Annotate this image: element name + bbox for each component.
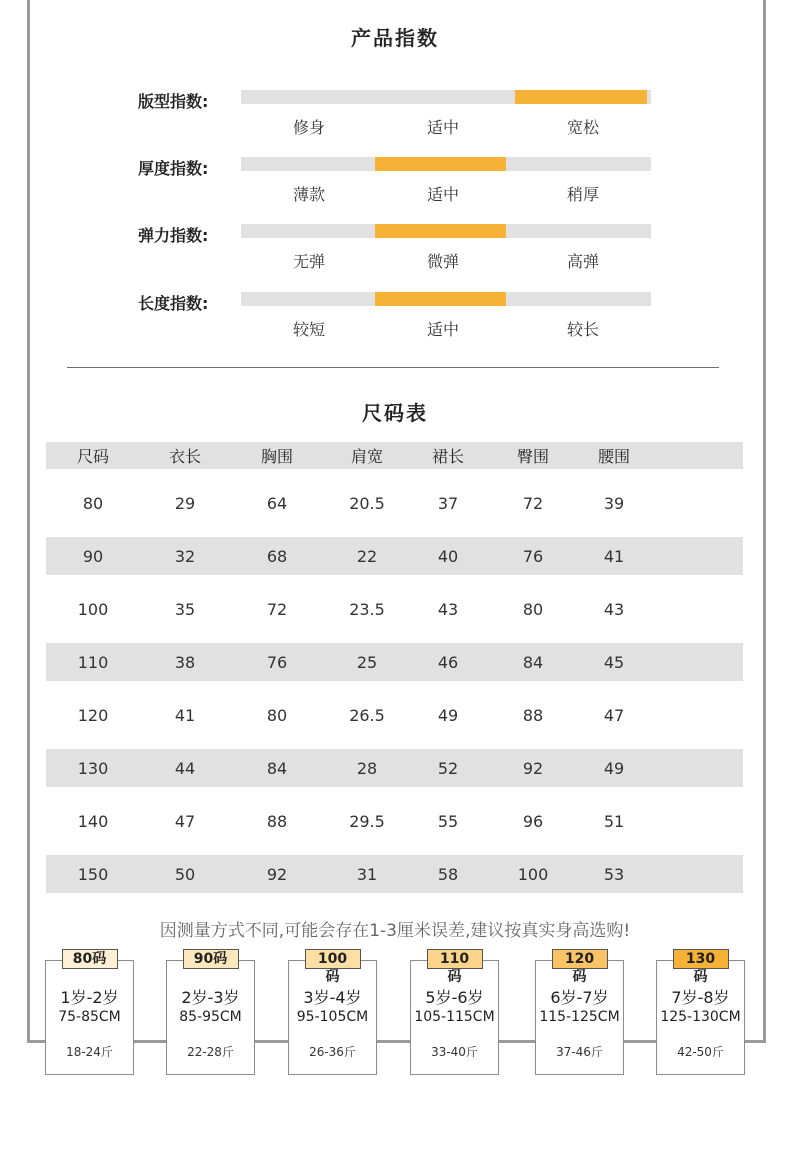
table-header-cell: 裙长	[431, 447, 464, 466]
table-cell: 52	[437, 758, 459, 778]
table-cell: 80	[266, 705, 288, 725]
table-cell: 47	[603, 705, 625, 725]
index-label: 厚度指数:	[138, 159, 209, 178]
size-card-weight: 26-36斤	[309, 1045, 356, 1059]
index-bar-track	[241, 157, 651, 171]
table-cell: 31	[356, 864, 378, 884]
section-divider	[67, 367, 719, 368]
table-cell: 88	[266, 811, 288, 831]
table-cell: 43	[603, 599, 625, 619]
index-option: 薄款	[292, 185, 325, 204]
index-label: 版型指数:	[138, 92, 209, 111]
table-cell: 55	[437, 811, 459, 831]
table-cell: 96	[522, 811, 544, 831]
measurement-note: 因测量方式不同,可能会存在1-3厘米误差,建议按真实身高选购!	[159, 921, 631, 941]
size-card	[410, 951, 499, 1075]
table-cell: 41	[603, 546, 625, 566]
table-cell: 92	[522, 758, 544, 778]
table-row	[46, 855, 743, 893]
size-card	[656, 951, 745, 1075]
table-cell: 44	[174, 758, 196, 778]
table-cell: 49	[437, 705, 459, 725]
table-cell: 64	[266, 493, 288, 513]
size-card-height: 115-125CM	[539, 1009, 620, 1025]
table-cell: 22	[356, 546, 378, 566]
size-card-weight: 18-24斤	[66, 1045, 113, 1059]
index-bar-selected	[375, 224, 506, 238]
size-card-height: 125-130CM	[660, 1009, 741, 1025]
table-row	[46, 681, 743, 749]
size-card-age: 6岁-7岁	[550, 988, 609, 1007]
table-cell: 43	[437, 599, 459, 619]
size-card-height: 75-85CM	[58, 1009, 121, 1025]
table-cell: 37	[437, 493, 459, 513]
table-header-cell: 衣长	[168, 447, 201, 466]
index-option: 无弹	[292, 252, 325, 271]
table-cell: 84	[266, 758, 288, 778]
index-bar-selected	[375, 292, 506, 306]
size-card-age: 1岁-2岁	[60, 988, 119, 1007]
size-card-weight: 42-50斤	[677, 1045, 724, 1059]
table-cell: 72	[522, 493, 544, 513]
table-cell: 90	[82, 546, 104, 566]
index-option: 较长	[566, 320, 599, 339]
index-option: 适中	[426, 320, 459, 339]
table-row	[46, 575, 743, 643]
index-option: 较短	[292, 320, 325, 339]
index-option: 适中	[426, 118, 459, 137]
table-header-cell: 肩宽	[350, 447, 383, 466]
table-row	[46, 643, 743, 681]
table-cell: 35	[174, 599, 196, 619]
table-cell: 23.5	[349, 599, 385, 619]
size-card	[166, 951, 255, 1075]
size-card-height: 85-95CM	[179, 1009, 242, 1025]
table-cell: 80	[82, 493, 104, 513]
table-cell: 29	[174, 493, 196, 513]
table-header-cell: 腰围	[597, 447, 630, 466]
table-cell: 45	[603, 652, 625, 672]
table-cell: 51	[603, 811, 625, 831]
table-cell: 20.5	[349, 493, 385, 513]
table-cell: 68	[266, 546, 288, 566]
table-cell: 50	[174, 864, 196, 884]
table-cell: 100	[77, 599, 109, 619]
size-card-weight: 22-28斤	[187, 1045, 234, 1059]
index-row	[0, 90, 790, 150]
index-bar-track	[241, 224, 651, 238]
index-bar-selected	[375, 157, 506, 171]
index-option: 宽松	[566, 118, 599, 137]
index-option: 适中	[426, 185, 459, 204]
size-badge: 130码	[673, 949, 729, 969]
table-cell: 32	[174, 546, 196, 566]
table-cell: 76	[522, 546, 544, 566]
size-card-weight: 33-40斤	[431, 1045, 478, 1059]
index-row	[0, 157, 790, 217]
table-cell: 47	[174, 811, 196, 831]
table-cell: 38	[174, 652, 196, 672]
table-row	[46, 537, 743, 575]
table-cell: 110	[77, 652, 109, 672]
size-badge: 110码	[427, 949, 483, 969]
table-cell: 72	[266, 599, 288, 619]
table-row	[46, 749, 743, 787]
index-row	[0, 292, 790, 352]
size-badge: 100码	[305, 949, 361, 969]
index-bar-selected	[515, 90, 647, 104]
table-cell: 53	[603, 864, 625, 884]
table-row	[46, 787, 743, 855]
table-cell: 100	[517, 864, 549, 884]
size-card	[288, 951, 377, 1075]
table-cell: 29.5	[349, 811, 385, 831]
index-row	[0, 224, 790, 284]
size-card-age: 3岁-4岁	[303, 988, 362, 1007]
table-header-cell: 胸围	[260, 447, 293, 466]
size-card	[45, 951, 134, 1075]
table-cell: 40	[437, 546, 459, 566]
table-cell: 39	[603, 493, 625, 513]
table-cell: 150	[77, 864, 109, 884]
table-cell: 26.5	[349, 705, 385, 725]
table-header-row	[46, 442, 743, 469]
table-cell: 92	[266, 864, 288, 884]
index-bar-track	[241, 292, 651, 306]
table-row	[46, 469, 743, 537]
index-label: 长度指数:	[138, 294, 209, 313]
index-label: 弹力指数:	[138, 226, 209, 245]
table-header-cell: 臀围	[516, 447, 549, 466]
index-option: 高弹	[566, 252, 599, 271]
table-cell: 58	[437, 864, 459, 884]
table-cell: 80	[522, 599, 544, 619]
index-option: 稍厚	[566, 185, 599, 204]
size-badge: 80码	[62, 949, 118, 969]
size-badge: 90码	[183, 949, 239, 969]
table-cell: 130	[77, 758, 109, 778]
table-cell: 28	[356, 758, 378, 778]
size-card-age: 7岁-8岁	[671, 988, 730, 1007]
table-cell: 140	[77, 811, 109, 831]
size-card-weight: 37-46斤	[556, 1045, 603, 1059]
table-cell: 46	[437, 652, 459, 672]
table-cell: 76	[266, 652, 288, 672]
product-index-title: 产品指数	[351, 26, 439, 50]
table-cell: 49	[603, 758, 625, 778]
index-option: 微弹	[426, 252, 459, 271]
size-table-title: 尺码表	[362, 401, 428, 425]
size-table	[46, 442, 743, 893]
table-cell: 88	[522, 705, 544, 725]
size-card	[535, 951, 624, 1075]
size-card-height: 105-115CM	[414, 1009, 495, 1025]
size-card-age: 5岁-6岁	[425, 988, 484, 1007]
size-card-height: 95-105CM	[296, 1009, 369, 1025]
index-option: 修身	[292, 118, 325, 137]
table-header-cell: 尺码	[76, 447, 109, 466]
table-cell: 84	[522, 652, 544, 672]
table-cell: 25	[356, 652, 378, 672]
size-badge: 120码	[552, 949, 608, 969]
index-bar-track	[241, 90, 651, 104]
size-card-age: 2岁-3岁	[181, 988, 240, 1007]
table-cell: 120	[77, 705, 109, 725]
table-cell: 41	[174, 705, 196, 725]
